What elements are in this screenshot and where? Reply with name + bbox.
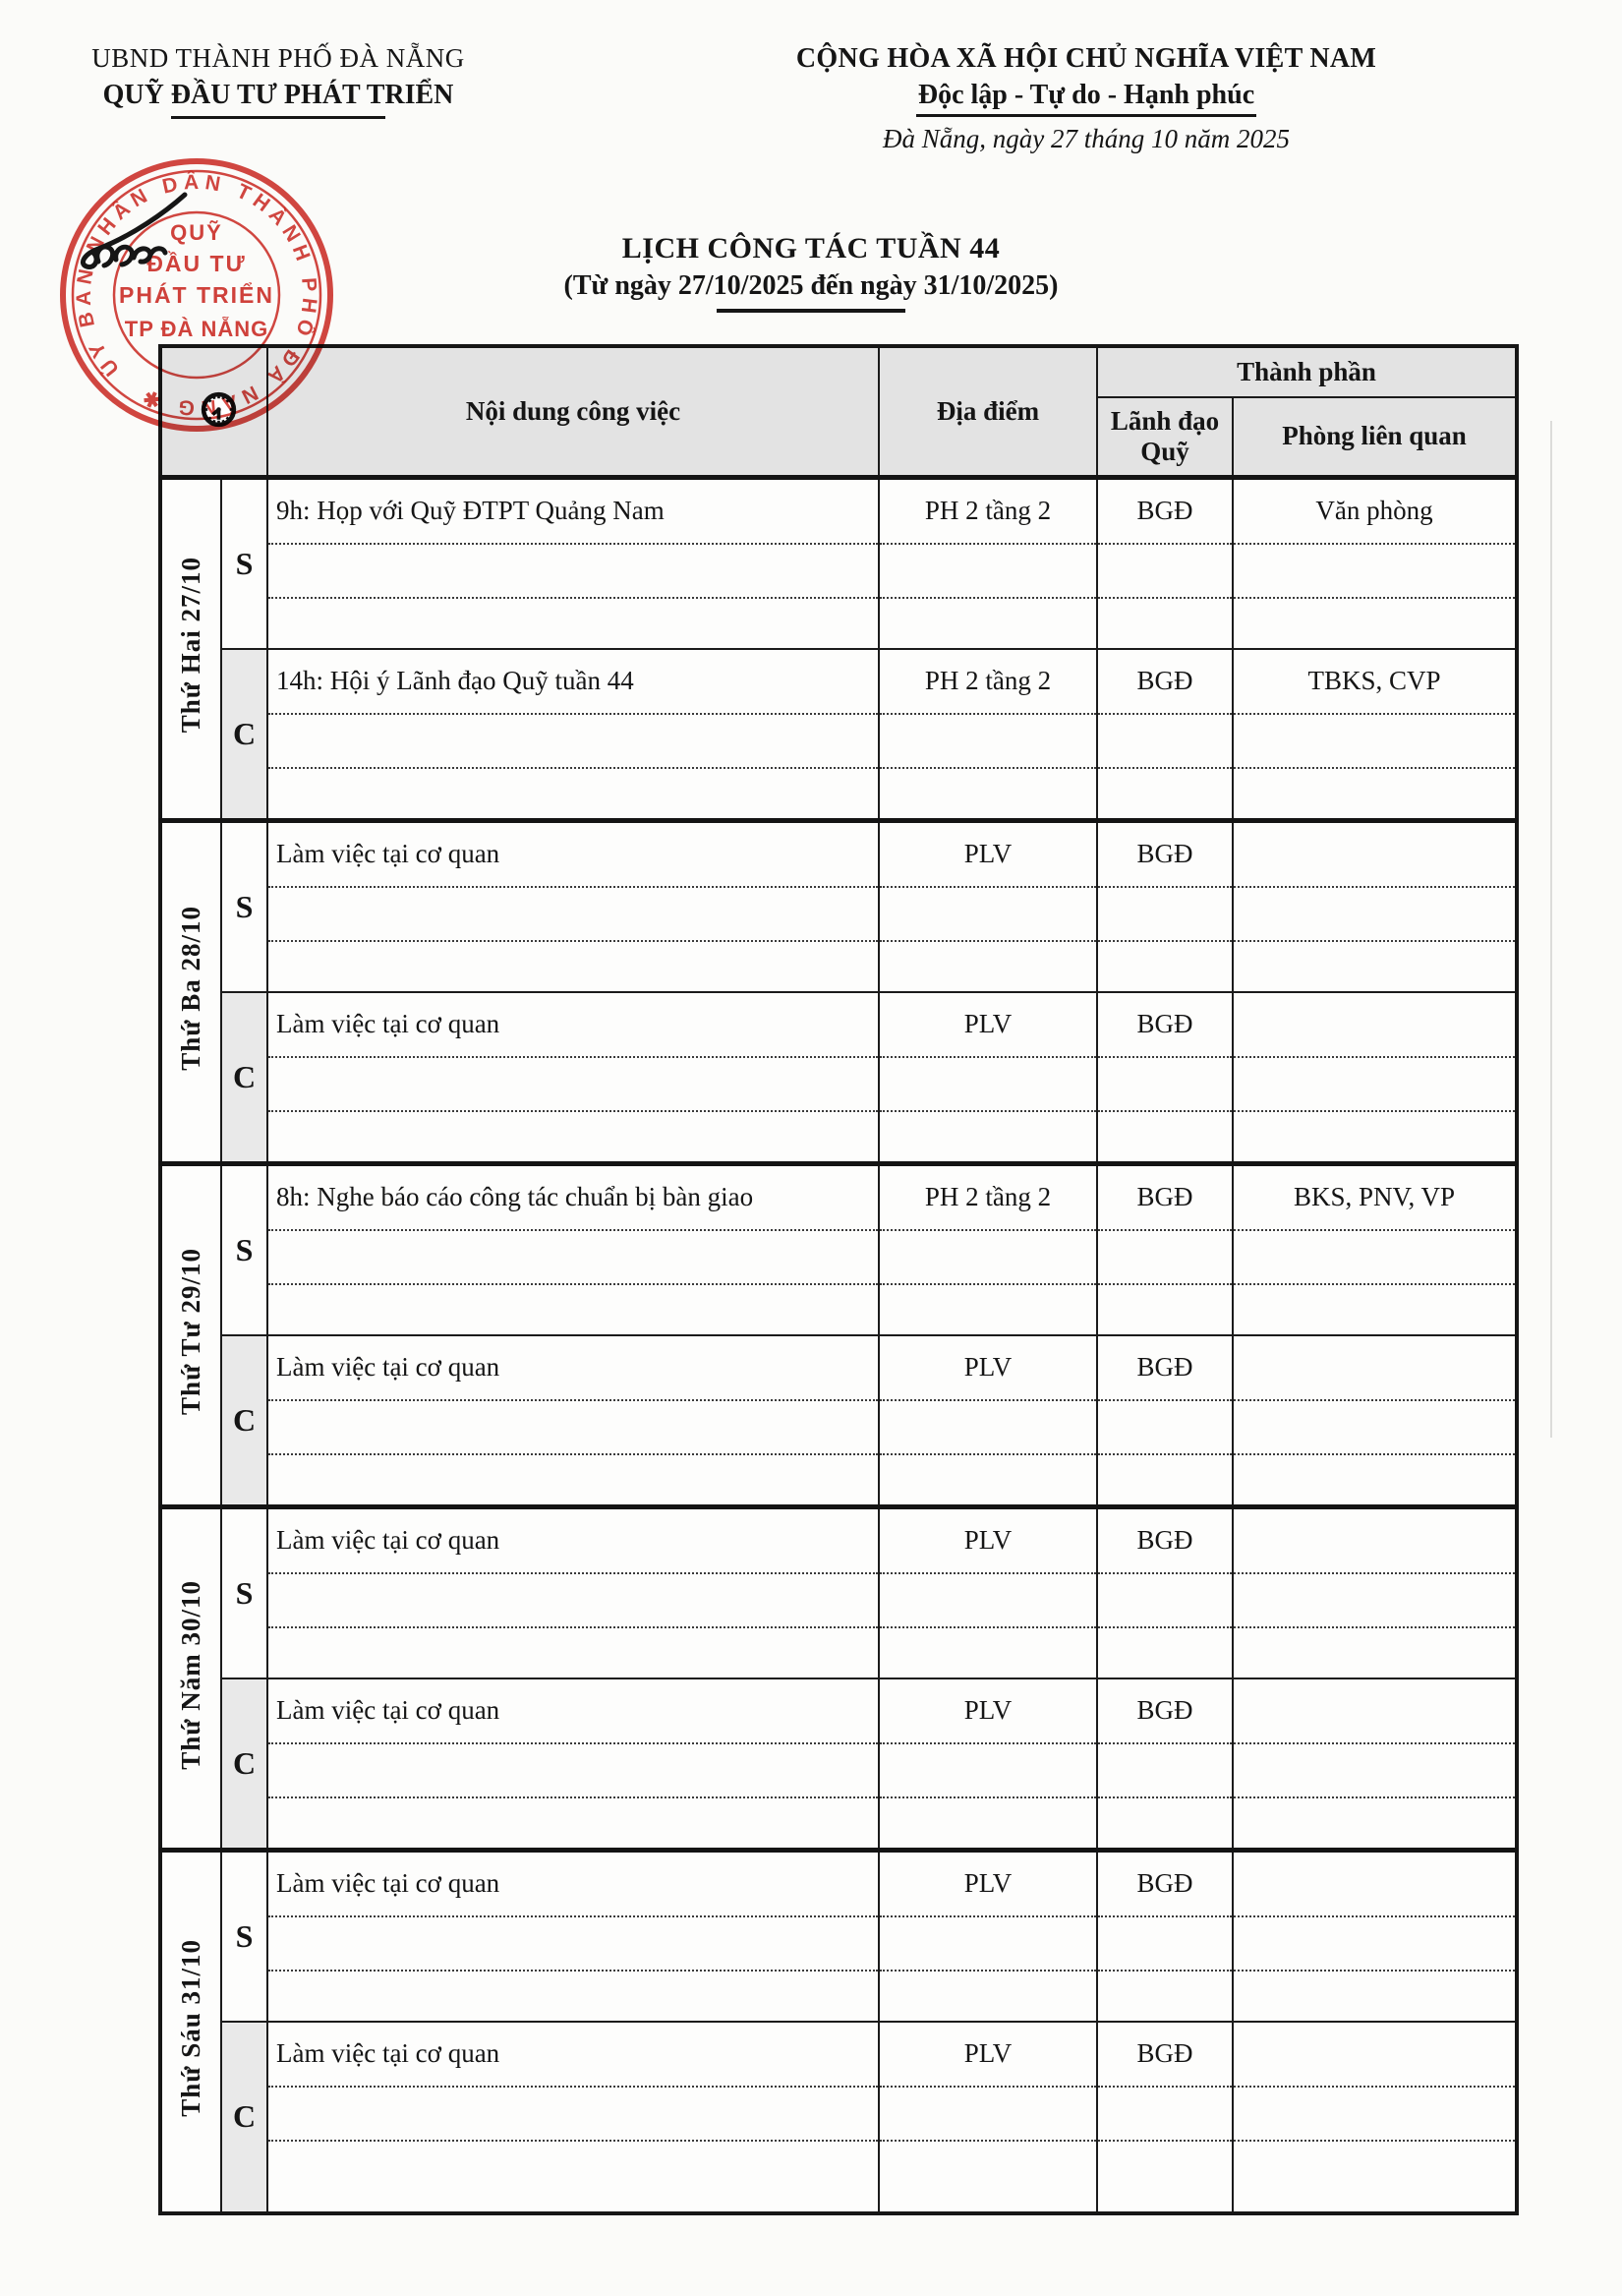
ruled-subrow xyxy=(1234,1112,1515,1161)
session-code-cell xyxy=(221,477,267,649)
content-cell xyxy=(267,2022,879,2213)
header-dept: Phòng liên quan xyxy=(1233,397,1517,477)
ruled-subrow xyxy=(1098,1509,1232,1574)
ruled-subrow xyxy=(1098,1628,1232,1678)
leader-text: BGĐ xyxy=(1136,2038,1193,2068)
schedule-row xyxy=(160,992,1517,1164)
ruled-subrow xyxy=(880,1917,1096,1972)
ruled-subrow xyxy=(880,823,1096,888)
ruled-subrow xyxy=(1234,1679,1515,1744)
session-code: C xyxy=(232,1744,257,1781)
dept-cell xyxy=(1233,649,1517,821)
dept-cell xyxy=(1233,1850,1517,2022)
ruled-subrow xyxy=(1234,1401,1515,1455)
session-code-cell xyxy=(221,1678,267,1851)
ruled-subrow xyxy=(268,1401,878,1455)
ruled-subrow xyxy=(268,2142,878,2211)
ruled-subrow xyxy=(1098,650,1232,715)
ruled-subrow xyxy=(1234,1628,1515,1678)
letterhead-left xyxy=(87,43,470,119)
dept-cell xyxy=(1233,477,1517,649)
ruled-subrow xyxy=(880,1744,1096,1798)
location-cell xyxy=(879,1163,1097,1335)
schedule-row xyxy=(160,1850,1517,2022)
ruled-subrow xyxy=(1234,1574,1515,1628)
document-title: LỊCH CÔNG TÁC TUẦN 44 xyxy=(621,232,1001,265)
location-text: PH 2 tầng 2 xyxy=(924,496,1052,525)
ruled-subrow xyxy=(1098,2023,1232,2088)
session-code-cell xyxy=(221,2022,267,2213)
ruled-subrow xyxy=(268,1972,878,2021)
leader-cell xyxy=(1097,1678,1233,1851)
ruled-subrow xyxy=(1234,650,1515,715)
session-code: S xyxy=(235,545,254,581)
ruled-subrow xyxy=(268,1509,878,1574)
session-code: C xyxy=(232,1058,257,1094)
ruled-subrow xyxy=(268,1798,878,1848)
session-code-cell xyxy=(221,1506,267,1678)
date-place-line: Đà Nẵng, ngày 27 tháng 10 năm 2025 xyxy=(883,124,1290,153)
ruled-subrow xyxy=(880,1058,1096,1112)
day-label: Thứ Sáu 31/10 xyxy=(176,1939,205,2117)
ruled-subrow xyxy=(268,2088,878,2142)
leader-text: BGĐ xyxy=(1136,496,1193,525)
ruled-subrow xyxy=(880,888,1096,942)
schedule-row xyxy=(160,1678,1517,1851)
location-text: PLV xyxy=(963,1525,1013,1555)
scan-artifact-line xyxy=(1550,421,1552,1438)
content-text: Làm việc tại cơ quan xyxy=(276,1009,500,1038)
leader-text: BGĐ xyxy=(1136,1182,1193,1211)
ruled-subrow xyxy=(880,1231,1096,1285)
ruled-subrow xyxy=(1098,2142,1232,2211)
ruled-subrow xyxy=(1098,545,1232,599)
ruled-subrow xyxy=(1098,1401,1232,1455)
leader-text: BGĐ xyxy=(1136,1009,1193,1038)
ruled-subrow xyxy=(880,480,1096,545)
ruled-subrow xyxy=(1234,1058,1515,1112)
ruled-subrow xyxy=(268,1574,878,1628)
ruled-subrow xyxy=(1098,2088,1232,2142)
ruled-subrow xyxy=(268,1853,878,1917)
leader-cell xyxy=(1097,477,1233,649)
location-text: PH 2 tầng 2 xyxy=(924,666,1052,695)
location-text: PLV xyxy=(963,1695,1013,1725)
schedule-body xyxy=(160,477,1517,2213)
ruled-subrow xyxy=(880,993,1096,1058)
leader-text: BGĐ xyxy=(1136,1352,1193,1382)
stamp-ring-text: ỦY BAN NHÂN DÂN THÀNH PHỐ ĐÀ NẴNG ✱ xyxy=(72,170,321,420)
ruled-subrow xyxy=(1098,1112,1232,1161)
content-cell xyxy=(267,1506,879,1678)
stamp-center-line3: PHÁT TRIỂN xyxy=(119,282,274,308)
ruled-subrow xyxy=(1234,1972,1515,2021)
location-text: PLV xyxy=(963,2038,1013,2068)
ruled-subrow xyxy=(880,1336,1096,1401)
ruled-subrow xyxy=(880,599,1096,648)
ruled-subrow xyxy=(880,545,1096,599)
content-text: Làm việc tại cơ quan xyxy=(276,1525,500,1555)
leader-cell xyxy=(1097,1506,1233,1678)
schedule-row xyxy=(160,2022,1517,2213)
ruled-subrow xyxy=(1098,1853,1232,1917)
ruled-subrow xyxy=(880,942,1096,991)
ruled-subrow xyxy=(1098,1574,1232,1628)
stamp-center-line4: TP ĐÀ NẴNG xyxy=(124,317,269,341)
ruled-subrow xyxy=(1098,1972,1232,2021)
ruled-subrow xyxy=(268,942,878,991)
ruled-subrow xyxy=(268,1744,878,1798)
ruled-subrow xyxy=(268,1679,878,1744)
session-code-cell xyxy=(221,1850,267,2022)
location-cell xyxy=(879,1678,1097,1851)
org-name: QUỸ ĐẦU TƯ PHÁT TRIỂN xyxy=(102,80,454,110)
ruled-subrow xyxy=(880,1509,1096,1574)
ruled-subrow xyxy=(880,769,1096,818)
content-cell xyxy=(267,1678,879,1851)
content-text: 9h: Họp với Quỹ ĐTPT Quảng Nam xyxy=(276,496,665,525)
session-code-cell xyxy=(221,820,267,992)
day-label: Thứ Năm 30/10 xyxy=(176,1579,205,1770)
ruled-subrow xyxy=(880,650,1096,715)
ruled-subrow xyxy=(880,1574,1096,1628)
session-code: S xyxy=(235,1231,254,1267)
ruled-subrow xyxy=(268,2023,878,2088)
content-cell xyxy=(267,1850,879,2022)
ruled-subrow xyxy=(880,1166,1096,1231)
ruled-subrow xyxy=(1234,1455,1515,1504)
schedule-row xyxy=(160,1163,1517,1335)
ruled-subrow xyxy=(268,1058,878,1112)
stamp-center-line2: ĐẦU TƯ xyxy=(146,251,247,276)
session-code: S xyxy=(235,1917,254,1954)
ruled-subrow xyxy=(268,480,878,545)
location-cell xyxy=(879,649,1097,821)
ruled-subrow xyxy=(1234,599,1515,648)
content-cell xyxy=(267,477,879,649)
content-text: Làm việc tại cơ quan xyxy=(276,1868,500,1898)
location-text: PLV xyxy=(963,1868,1013,1898)
ruled-subrow xyxy=(1098,942,1232,991)
ruled-subrow xyxy=(1098,769,1232,818)
day-label: Thứ Ba 28/10 xyxy=(176,906,205,1071)
dept-cell xyxy=(1233,1678,1517,1851)
ruled-subrow xyxy=(1098,1285,1232,1334)
schedule-row xyxy=(160,477,1517,649)
ruled-subrow xyxy=(1234,1285,1515,1334)
ruled-subrow xyxy=(1234,715,1515,769)
ruled-subrow xyxy=(268,1285,878,1334)
content-cell xyxy=(267,820,879,992)
ruled-subrow xyxy=(1098,1058,1232,1112)
dept-cell xyxy=(1233,1506,1517,1678)
ruled-subrow xyxy=(880,2088,1096,2142)
session-code-cell xyxy=(221,649,267,821)
location-cell xyxy=(879,1850,1097,2022)
session-code-cell xyxy=(221,992,267,1164)
ruled-subrow xyxy=(1234,545,1515,599)
ruled-subrow xyxy=(880,715,1096,769)
ruled-subrow xyxy=(1098,715,1232,769)
ruled-subrow xyxy=(1234,480,1515,545)
leader-cell xyxy=(1097,2022,1233,2213)
leader-text: BGĐ xyxy=(1136,1525,1193,1555)
location-text: PH 2 tầng 2 xyxy=(924,1182,1052,1211)
dept-cell xyxy=(1233,1163,1517,1335)
ruled-subrow xyxy=(268,823,878,888)
ruled-subrow xyxy=(268,715,878,769)
leader-text: BGĐ xyxy=(1136,839,1193,868)
ruled-subrow xyxy=(268,650,878,715)
session-code: S xyxy=(235,888,254,924)
day-cell xyxy=(160,477,221,820)
ruled-subrow xyxy=(1098,1455,1232,1504)
dept-cell xyxy=(1233,992,1517,1164)
national-motto-line1: CỘNG HÒA XÃ HỘI CHỦ NGHĨA VIỆT NAM xyxy=(795,43,1377,74)
ruled-subrow xyxy=(1234,2088,1515,2142)
ruled-subrow xyxy=(1098,1917,1232,1972)
schedule-row xyxy=(160,820,1517,992)
ruled-subrow xyxy=(1234,769,1515,818)
leader-cell xyxy=(1097,1850,1233,2022)
content-text: Làm việc tại cơ quan xyxy=(276,839,500,868)
ruled-subrow xyxy=(268,599,878,648)
ruled-subrow xyxy=(268,545,878,599)
ruled-subrow xyxy=(1098,1679,1232,1744)
leader-cell xyxy=(1097,1335,1233,1507)
ruled-subrow xyxy=(880,1853,1096,1917)
location-cell xyxy=(879,1335,1097,1507)
header-leader: Lãnh đạo Quỹ xyxy=(1097,397,1233,477)
location-cell xyxy=(879,820,1097,992)
day-cell xyxy=(160,1850,221,2213)
dept-text: BKS, PNV, VP xyxy=(1293,1182,1456,1211)
ruled-subrow xyxy=(268,1917,878,1972)
leader-cell xyxy=(1097,820,1233,992)
day-label: Thứ Tư 29/10 xyxy=(176,1248,205,1415)
leader-cell xyxy=(1097,649,1233,821)
header-location: Địa điểm xyxy=(879,346,1097,477)
ruled-subrow xyxy=(268,1455,878,1504)
ruled-subrow xyxy=(1234,888,1515,942)
ruled-subrow xyxy=(1234,823,1515,888)
ruled-subrow xyxy=(268,993,878,1058)
ruled-subrow xyxy=(1098,1336,1232,1401)
session-code: C xyxy=(232,2098,257,2134)
ruled-subrow xyxy=(1234,942,1515,991)
ruled-subrow xyxy=(880,2023,1096,2088)
location-text: PLV xyxy=(963,839,1013,868)
leader-text: BGĐ xyxy=(1136,1695,1193,1725)
location-text: PLV xyxy=(963,1009,1013,1038)
ruled-subrow xyxy=(1234,1231,1515,1285)
content-text: Làm việc tại cơ quan xyxy=(276,1695,500,1725)
ruled-subrow xyxy=(1098,480,1232,545)
ruled-subrow xyxy=(1098,993,1232,1058)
ruled-subrow xyxy=(1098,823,1232,888)
ruled-subrow xyxy=(1234,1917,1515,1972)
schedule-row xyxy=(160,649,1517,821)
stamp-center-line1: QUỸ xyxy=(170,220,223,245)
dept-cell xyxy=(1233,820,1517,992)
leader-text: BGĐ xyxy=(1136,1868,1193,1898)
dept-text: TBKS, CVP xyxy=(1307,666,1441,695)
content-cell xyxy=(267,649,879,821)
ruled-subrow xyxy=(1234,1798,1515,1848)
ruled-subrow xyxy=(1098,1798,1232,1848)
dept-cell xyxy=(1233,2022,1517,2213)
leader-cell xyxy=(1097,992,1233,1164)
session-code: C xyxy=(232,715,257,751)
dept-cell xyxy=(1233,1335,1517,1507)
ruled-subrow xyxy=(1098,1166,1232,1231)
letterhead-right xyxy=(723,43,1450,154)
location-cell xyxy=(879,992,1097,1164)
content-text: 14h: Hội ý Lãnh đạo Quỹ tuần 44 xyxy=(276,666,634,695)
schedule-row xyxy=(160,1335,1517,1507)
location-cell xyxy=(879,1506,1097,1678)
ruled-subrow xyxy=(1234,993,1515,1058)
header-participants: Thành phần xyxy=(1097,346,1517,397)
ruled-subrow xyxy=(1234,1509,1515,1574)
day-cell xyxy=(160,820,221,1163)
ruled-subrow xyxy=(1098,599,1232,648)
ruled-subrow xyxy=(268,888,878,942)
document-subtitle: (Từ ngày 27/10/2025 đến ngày 31/10/2025) xyxy=(563,270,1059,301)
day-cell xyxy=(160,1506,221,1850)
ruled-subrow xyxy=(1234,1336,1515,1401)
content-cell xyxy=(267,1163,879,1335)
day-cell xyxy=(160,1163,221,1506)
ruled-subrow xyxy=(880,1798,1096,1848)
location-text: PLV xyxy=(963,1352,1013,1382)
ruled-subrow xyxy=(268,769,878,818)
day-label: Thứ Hai 27/10 xyxy=(176,557,205,734)
content-text: Làm việc tại cơ quan xyxy=(276,1352,500,1382)
ruled-subrow xyxy=(880,1455,1096,1504)
ruled-subrow xyxy=(880,2142,1096,2211)
location-cell xyxy=(879,2022,1097,2213)
session-code: S xyxy=(235,1574,254,1611)
official-stamp xyxy=(55,153,338,437)
ruled-subrow xyxy=(1098,1231,1232,1285)
session-code-cell xyxy=(221,1163,267,1335)
ruled-subrow xyxy=(880,1112,1096,1161)
org-parent-name: UBND THÀNH PHỐ ĐÀ NẴNG xyxy=(91,43,465,73)
ruled-subrow xyxy=(268,1336,878,1401)
ruled-subrow xyxy=(880,1285,1096,1334)
ruled-subrow xyxy=(1234,2023,1515,2088)
session-code: C xyxy=(232,1401,257,1438)
ruled-subrow xyxy=(268,1166,878,1231)
ruled-subrow xyxy=(880,1628,1096,1678)
ruled-subrow xyxy=(1234,1744,1515,1798)
dept-text: Văn phòng xyxy=(1315,496,1433,525)
content-cell xyxy=(267,1335,879,1507)
org-name-underline xyxy=(171,116,385,119)
content-text: 8h: Nghe báo cáo công tác chuẩn bị bàn giao xyxy=(276,1182,754,1211)
ruled-subrow xyxy=(1234,1166,1515,1231)
ruled-subrow xyxy=(1098,888,1232,942)
ruled-subrow xyxy=(268,1112,878,1161)
leader-cell xyxy=(1097,1163,1233,1335)
leader-text: BGĐ xyxy=(1136,666,1193,695)
ruled-subrow xyxy=(880,1679,1096,1744)
session-code-cell xyxy=(221,1335,267,1507)
schedule-row xyxy=(160,1506,1517,1678)
national-motto-line2: Độc lập - Tự do - Hạnh phúc xyxy=(916,78,1256,117)
ruled-subrow xyxy=(268,1231,878,1285)
content-text: Làm việc tại cơ quan xyxy=(276,2038,500,2068)
ruled-subrow xyxy=(880,1972,1096,2021)
ruled-subrow xyxy=(1234,1853,1515,1917)
header-content: Nội dung công việc xyxy=(267,346,879,477)
schedule-table xyxy=(158,344,1519,2215)
ruled-subrow xyxy=(880,1401,1096,1455)
ruled-subrow xyxy=(1234,2142,1515,2211)
ruled-subrow xyxy=(1098,1744,1232,1798)
location-cell xyxy=(879,477,1097,649)
ruled-subrow xyxy=(268,1628,878,1678)
title-underline xyxy=(717,309,905,313)
content-cell xyxy=(267,992,879,1164)
